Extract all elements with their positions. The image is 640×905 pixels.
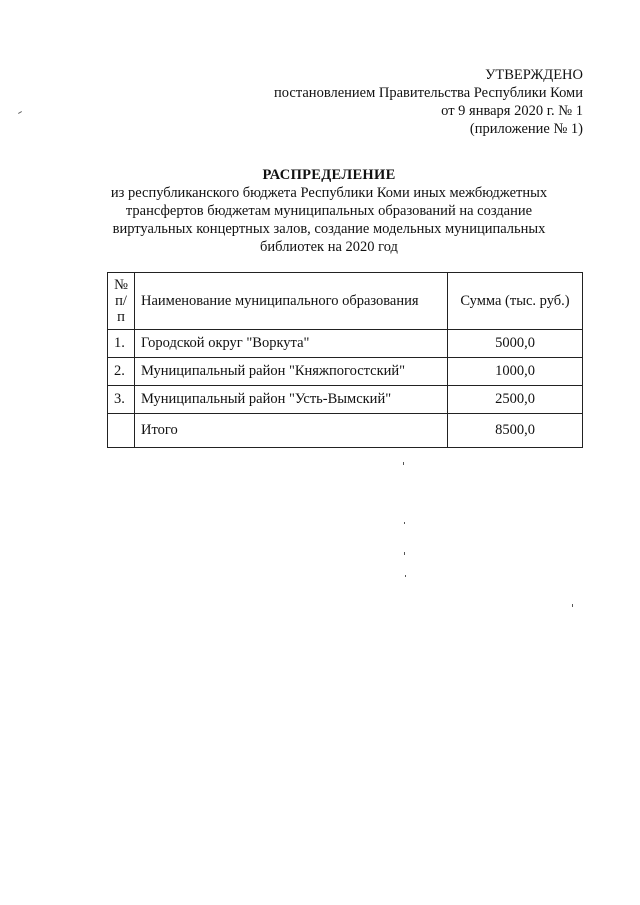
row-num: 2. xyxy=(108,358,135,386)
header-name: Наименование муниципального образования xyxy=(135,273,448,330)
row-name: Муниципальный район "Усть-Вымский" xyxy=(135,386,448,414)
row-sum: 1000,0 xyxy=(448,358,583,386)
total-num-empty xyxy=(108,414,135,448)
speck xyxy=(404,552,405,555)
header-num: № п/п xyxy=(108,273,135,330)
distribution-table xyxy=(107,272,583,448)
total-label: Итого xyxy=(135,414,448,448)
document-subtitle: из республиканского бюджета Республики Коми иных межбюджетных трансфертов бюджетам муниципальных образований на создание виртуальных концертных залов, создание модельных муниципальных библиотек на 2020 год xyxy=(110,185,548,255)
table-row xyxy=(108,330,583,358)
document-title: РАСПРЕДЕЛЕНИЕ xyxy=(262,167,396,183)
approval-word: УТВЕРЖДЕНО xyxy=(485,67,583,83)
row-name: Городской округ "Воркута" xyxy=(135,330,448,358)
row-name: Муниципальный район "Княжпогостский" xyxy=(135,358,448,386)
speck xyxy=(18,111,22,114)
speck xyxy=(405,575,406,577)
approval-stamp xyxy=(274,66,583,138)
speck xyxy=(572,604,573,607)
row-sum: 2500,0 xyxy=(448,386,583,414)
table-total-row xyxy=(108,414,583,448)
header-sum: Сумма (тыс. руб.) xyxy=(448,273,583,330)
total-sum: 8500,0 xyxy=(448,414,583,448)
row-sum: 5000,0 xyxy=(448,330,583,358)
approval-decree: постановлением Правительства Республики Коми xyxy=(274,85,583,101)
row-num: 3. xyxy=(108,386,135,414)
document-heading xyxy=(86,166,572,256)
approval-date: от 9 января 2020 г. № 1 xyxy=(441,103,583,119)
speck xyxy=(403,462,404,465)
table-header-row xyxy=(108,273,583,330)
table-row xyxy=(108,358,583,386)
table-row xyxy=(108,386,583,414)
approval-appendix: (приложение № 1) xyxy=(469,121,583,137)
row-num: 1. xyxy=(108,330,135,358)
speck xyxy=(404,522,405,524)
